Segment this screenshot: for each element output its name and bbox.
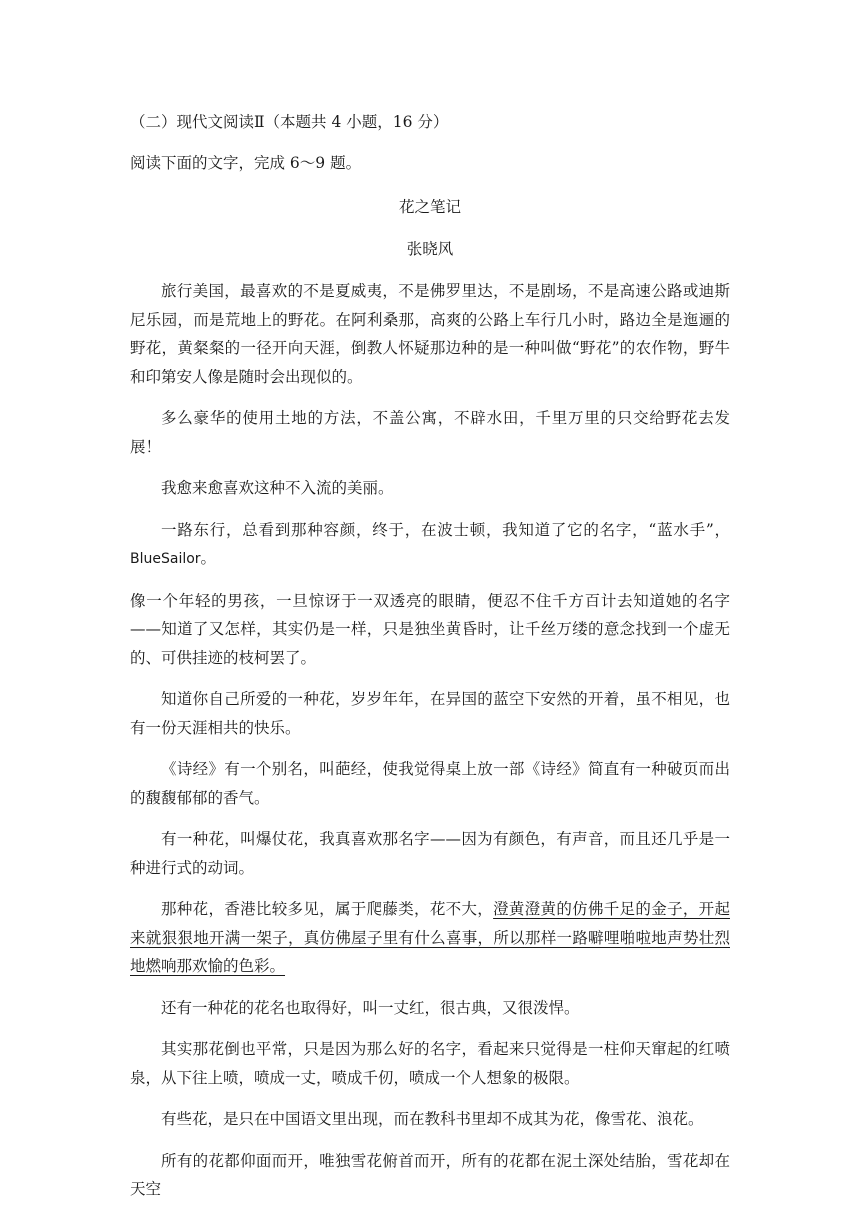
paragraph-5: 像一个年轻的男孩，一旦惊讶于一双透亮的眼睛，便忍不住千方百计去知道她的名字——知道了又怎样，其实仍是一样，只是独坐黄昏时，让千丝万缕的意念找到一个虚无的、可供挂迹的枝柯罢了。 (130, 591, 730, 667)
paragraph-1: 旅行美国，最喜欢的不是夏威夷，不是佛罗里达，不是剧场，不是高速公路或迪斯尼乐园，而是荒地上的野花。在阿利桑那，高爽的公路上车行几小时，路边全是迤逦的野花，黄粲粲的一径开向天涯，倒教人怀疑那边种的是一种叫做“野花”的农作物，野牛和印第安人像是随时会出现似的。 (130, 282, 730, 386)
paragraph-10: 还有一种花的花名也取得好，叫一丈红，很古典，又很泼悍。 (161, 998, 580, 1017)
paragraph-7: 《诗经》有一个别名，叫葩经，使我觉得桌上放一部《诗经》简直有一种破页而出的馥馥郁郁的香气。 (130, 760, 730, 807)
underlined-sentence: 澄黄澄黄的仿佛千足的金子，开起来就狠狠地开满一架子，真仿佛屋子里有什么喜事，所以那样一路噼哩啪啦地声势壮烈地燃响那欢愉的色彩。 (130, 900, 730, 975)
article-title: 花之笔记 (398, 198, 461, 216)
article-author: 张晓风 (406, 240, 454, 258)
paragraph-4-text: 一路东行，总看到那种容颜，终于，在波士顿，我知道了它的名字，“蓝水手”， (161, 520, 730, 539)
paragraph-6: 知道你自己所爱的一种花，岁岁年年，在异国的蓝空下安然的开着，虽不相见，也有一份天涯相共的快乐。 (130, 690, 730, 737)
paragraph-4-end: 。 (200, 549, 217, 567)
document-page (130, 108, 730, 1217)
paragraph-9 (130, 895, 730, 981)
paragraph-4 (130, 516, 730, 574)
paragraph-13: 所有的花都仰面而开，唯独雪花俯首而开，所有的花都在泥土深处结胎，雪花却在天空 (130, 1151, 730, 1198)
paragraph-8: 有一种花，叫爆仗花，我真喜欢那名字——因为有颜色，有声音，而且还几乎是一种进行式的动词。 (130, 830, 730, 877)
blue-sailor-name: BlueSailor (130, 551, 201, 567)
section-header: （二）现代文阅读Ⅱ（本题共 4 小题，16 分） (130, 113, 449, 131)
paragraph-12: 有些花，是只在中国语文里出现，而在教科书里却不成其为花，像雪花、浪花。 (161, 1110, 704, 1128)
paragraph-11: 其实那花倒也平常，只是因为那么好的名字，看起来只觉得是一柱仰天窜起的红喷泉，从下往上喷，喷成一丈，喷成千仞，喷成一个人想象的极限。 (130, 1040, 730, 1087)
instruction: 阅读下面的文字，完成 6～9 题。 (130, 153, 362, 172)
paragraph-2: 多么豪华的使用土地的方法，不盖公寓，不辟水田，千里万里的只交给野花去发展！ (130, 409, 730, 456)
paragraph-9-text: 那种花，香港比较多见，属于爬藤类，花不大， (161, 900, 494, 918)
paragraph-3: 我愈来愈喜欢这种不入流的美丽。 (161, 479, 394, 497)
